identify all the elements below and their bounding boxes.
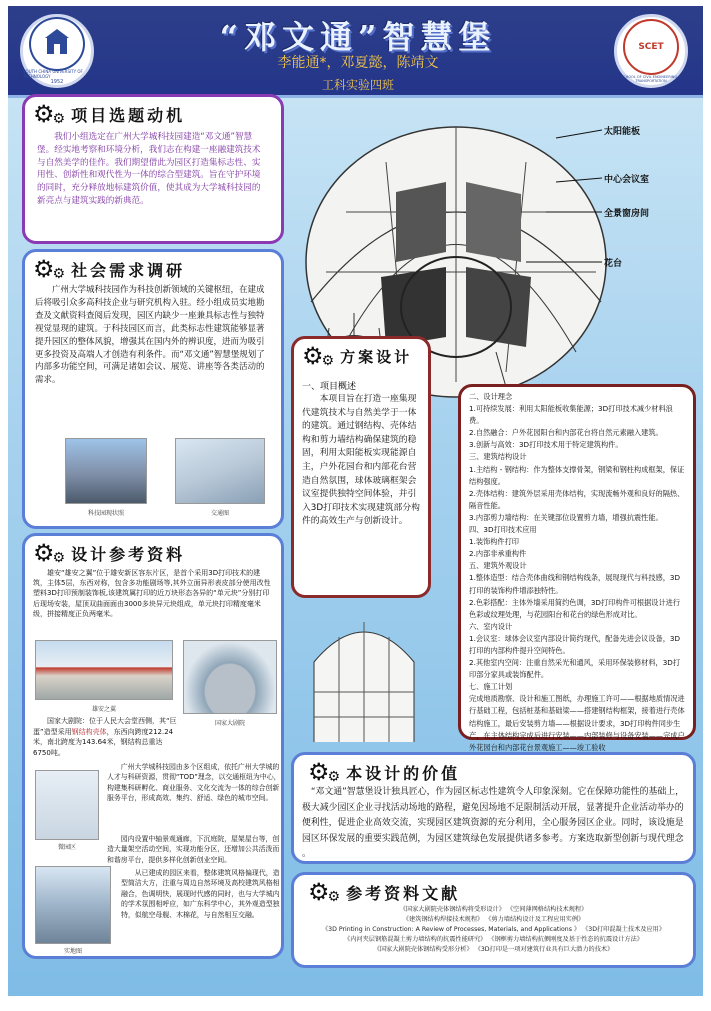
school-logo-sub: SCHOOL OF CIVIL ENGINEERING & TRANSPORTATION: [621, 75, 681, 83]
site-photo: [35, 866, 111, 944]
small-gear-icon: ⚙: [52, 550, 66, 566]
demand-section: [22, 249, 284, 529]
detail-line: 二、设计理念: [469, 392, 513, 401]
authors: 李能通*，邓夏懿，陈靖文: [277, 55, 439, 71]
theatre-text-a: 国家大剧院：位于人民大会堂西侧，其“巨蛋”造型采用: [33, 717, 177, 736]
photo-caption: 交通图: [210, 510, 229, 517]
bibliography-line: 《建筑钢结构焊接技术规程》 《剪力墙结构设计及工程应用实例》: [402, 916, 585, 923]
small-gear-icon: ⚙: [52, 266, 66, 282]
detail-line: 七、施工计划: [469, 682, 513, 692]
overview-body: 本项目旨在打造一座集现代建筑技术与自然美学于一体的建筑。通过钢结构、壳体结构和剪力墙结构确保建筑的稳固，利用太阳能板实现能源自主，户外花园台和内部花台营造自然氛围，球体玻璃框架会议室提供独特空间体验，并引入3D打印技术实现建筑部分构件的高效生产与创新设计。: [302, 394, 420, 527]
university-emblem-icon: [29, 17, 85, 71]
section-title: 参考资料文献: [346, 883, 461, 903]
solar-panel-label: 太阳能板: [604, 127, 641, 137]
detail-line: 3.内部剪力墙结构：在关键部位设置剪力墙，增强抗震性能。: [469, 512, 663, 522]
detail-line: 2.内部非承重构件: [469, 549, 527, 559]
section-title: 方案设计: [340, 347, 413, 366]
bibliography-line: 《国家大剧院壳体钢结构将受形设计》 《空间薄网格结构技术规程》: [399, 906, 588, 913]
school-emblem-icon: [623, 19, 679, 75]
detail-line: 1.会议室：球体会议室内部设计简约现代，配备先进会议设备，3D打印的内部构件提升空间特色。: [469, 633, 681, 655]
park-layout-text: 园内设置中轴景观通廊，下沉庭院，屋架屋台等，创造大量架空活动空间，实现功能分区，还增加公共活泼而和谐房平台，提供多样化创新创业空间。: [107, 835, 280, 864]
panorama-room-label: 全景窗房间: [604, 209, 650, 219]
xiongan-wing-photo: [35, 640, 173, 700]
meeting-room-label: 中心会议室: [604, 175, 650, 185]
motivation-section: [22, 94, 284, 244]
university-logo: [20, 14, 94, 88]
detail-line: 2.色彩搭配：主体外墙采用简约色调，3D打印构件可根据设计进行色彩或纹理处理，与花园阳台和花台的绿色形成对比。: [469, 597, 681, 619]
building-emblem-icon: [37, 24, 77, 64]
photo-caption: 微园区: [57, 844, 76, 851]
national-theatre-photo: [183, 640, 277, 714]
gear-icon: ⚙: [308, 878, 330, 906]
demand-body: 广州大学城科技园作为科技创新领域的关键枢纽，在建成后将吸引众多高科技企业与研究机构入驻。经小组成员实地勘查及文献资料查阅后发现，园区内缺少一座兼具标志性与独特视觉显现的建筑。于科技园区而言，此类标志性建筑能够显著提升园区的整体风貌，增强其在国内外的辨识度，进而为吸引更多投资及高端人才创造有利条件。而“邓文通”智慧堡规划了内部多功能空间，可满足诸如会议、展览、讲座等各类活动的需求。: [35, 285, 265, 386]
flower-terrace-label: 花台: [604, 259, 623, 269]
tower-sketch: [294, 602, 434, 752]
section-title: 设计参考资料: [71, 544, 186, 564]
small-gear-icon: ⚙: [321, 353, 335, 369]
detail-line: 六、室内设计: [469, 621, 513, 631]
detail-line: 1.主结构 - 钢结构：作为整体支撑骨架，钢梁和钢柱构成框架，保证结构强度。: [469, 464, 685, 486]
poster-title: “邓文通”智慧堡: [219, 18, 497, 56]
header-banner: [8, 6, 703, 98]
small-gear-icon: ⚙: [327, 889, 341, 905]
bibliography-line: 《国家大剧院壳体钢结构受形分析》 《3D打印是一项对建筑行业具有巨大潜力的技术》: [373, 946, 614, 953]
poster: [8, 6, 703, 996]
gear-icon: ⚙: [302, 342, 324, 370]
photo-caption: 科技园现状照: [87, 510, 124, 517]
traffic-map-image: [175, 438, 265, 504]
section-title: 本设计的价值: [346, 763, 461, 783]
tower-sketch-image: [294, 602, 434, 752]
class-name: 工科实验四班: [321, 78, 394, 92]
detail-line: 五、建筑外观设计: [469, 561, 527, 571]
value-section: [291, 752, 696, 864]
motivation-body: 我们小组选定在广州大学城科技园建造“邓文通”智慧堡。经实地考察和环境分析，我们志在构建一座融建筑技术与自然美学的佳作。我们期望借此为园区打造集标志性、实用性、创新性和观代性为一体的综合型建筑。旨在守护环境的同时，充分释放地标建筑价值，使其成为大学城科技园的新亮点与建筑实践的新典范。: [37, 132, 261, 206]
plan-details-section: [458, 384, 696, 752]
detail-line: 3.创新与高效：3D打印技术用于特定建筑构件。: [469, 440, 623, 450]
section-title: 项目选题动机: [71, 105, 186, 125]
value-body: “邓文通”智慧堡设计独具匠心，作为园区标志性建筑令人印象深刻。它在保障功能性的基础上，极大减少园区企业寻找活动场地的路程，避免因场地不足限制活动开展，显著提升企业活动举办的便利性，促进企业高效交流，实现园区建筑资源的充分利用，全心服务园区企业。同时，该设施是园区环保发展的重要实践范例，为园区建筑绿色发展提供诸多参考。方案选取新型创新与现代理念 。: [302, 787, 684, 859]
park-description-text: 广州大学城科技园由多个区组成，依托广州大学城的人才与科研资源，贯彻“TOD”理念，以交通枢纽为中心，构建集科研孵化、商业服务、文化交流为一体的综合创新服务平台，形成高效、集约、舒适、绿色的城市空间。: [107, 763, 281, 803]
detail-line: 完成地质勘察、设计和施工图纸，办理施工许可——根据地质情况进行基础工程，包括桩基和基础梁——搭建钢结构框架，接着进行壳体结构施工，最后安装剪力墙——根据设计要求，3D打印构件同步生产，在主体结构完成后进行安装——内部装修与设备安装——完成户外花园台和内部花台景观施工——竣工验收: [469, 694, 685, 752]
plan-overview-section: [291, 336, 431, 598]
overview-heading: 一、项目概述: [302, 382, 357, 392]
national-theatre-text: [25, 716, 185, 758]
section-title: 社会需求调研: [71, 260, 186, 280]
university-logo-text: SOUTH CHINA UNIVERSITY OF TECHNOLOGY: [23, 69, 83, 79]
gear-icon: ⚙: [33, 255, 55, 283]
theatre-text-highlight: 钢结构壳体: [71, 727, 107, 736]
detail-line: 2.壳体结构：建筑外层采用壳体结构，实现流畅外观和良好的隔热、隔音性能。: [469, 488, 685, 510]
detail-line: 1.整体造型：结合壳体曲线和钢结构线条，展现现代与科技感，3D打印的装饰构件增添独特性。: [469, 573, 681, 595]
photo-caption: 国家大剧院: [214, 720, 245, 727]
detail-line: 2.自然融合：户外花园阳台和内部花台将自然元素融入建筑。: [469, 428, 663, 438]
design-references-section: [22, 533, 284, 959]
detail-line: 四、3D打印技术应用: [469, 525, 537, 535]
gear-icon: ⚙: [308, 758, 330, 786]
detail-line: 2.其他室内空间：注重自然采光和通风，采用环保装修材料，3D打印部分家具或装饰配件。: [469, 658, 681, 680]
bibliography-line: 《3D Printing in Construction: A Review of Processes, Materials, and Applications 》 《3D打印混凝土技术及应用》: [321, 926, 666, 933]
bibliography-section: [291, 872, 696, 968]
science-park-photo: [65, 438, 147, 504]
gear-icon: ⚙: [33, 539, 55, 567]
xiongan-text: 雄安“雄安之翼”位于雄安新区容东片区，是首个采用3D打印技术的建筑，主体5层，东西对称，包含多功能剧场等,其外立面异形表皮部分使用改性塑料3D打印预制装饰板,该建筑属打印的近万块形态各异的“单元块”分别打印后现场安装，屋顶双曲面面由3000多块异元块组成，单元块打印精度毫米级，拼接精度正负两毫米。: [33, 569, 271, 618]
park-style-text: 从已建成的园区来看，整体建筑风格偏现代，造型简洁大方，注重与周边自然环境及高校建筑风格相融合，色调明快，展现时代感的同时，也与大学城内的学术氛围相呼应，如广东科学中心，其外观造型独特，似航空母舰、木棉花，与自然相互交融。: [121, 869, 280, 919]
detail-line: 1.装饰构件打印: [469, 537, 519, 547]
small-gear-icon: ⚙: [327, 769, 341, 785]
bibliography-line: 《内河夹层钢筋混凝土剪力墙结构的抗震性能研究》 《钢框剪力墙结构抗侧刚度及基于性态的抗震设计方法》: [344, 936, 643, 943]
university-logo-year: 1952: [50, 79, 64, 85]
photo-caption: 实地图: [63, 948, 82, 955]
school-logo-text: SCET: [638, 42, 664, 52]
theatre-text-c: ，东西向跨度212.24米，南北跨度为143.64米，钢结构总重达6750吨。: [33, 727, 174, 757]
school-logo: [614, 14, 688, 88]
detail-line: 1.可持续发展：利用太阳能板收集能源；3D打印技术减少材料浪费。: [469, 404, 673, 426]
small-gear-icon: ⚙: [52, 111, 66, 127]
photo-caption: 雄安之翼: [91, 706, 116, 713]
gear-icon: ⚙: [33, 100, 55, 128]
detail-line: 三、建筑结构设计: [469, 452, 527, 462]
park-hub-diagram: [35, 770, 99, 840]
